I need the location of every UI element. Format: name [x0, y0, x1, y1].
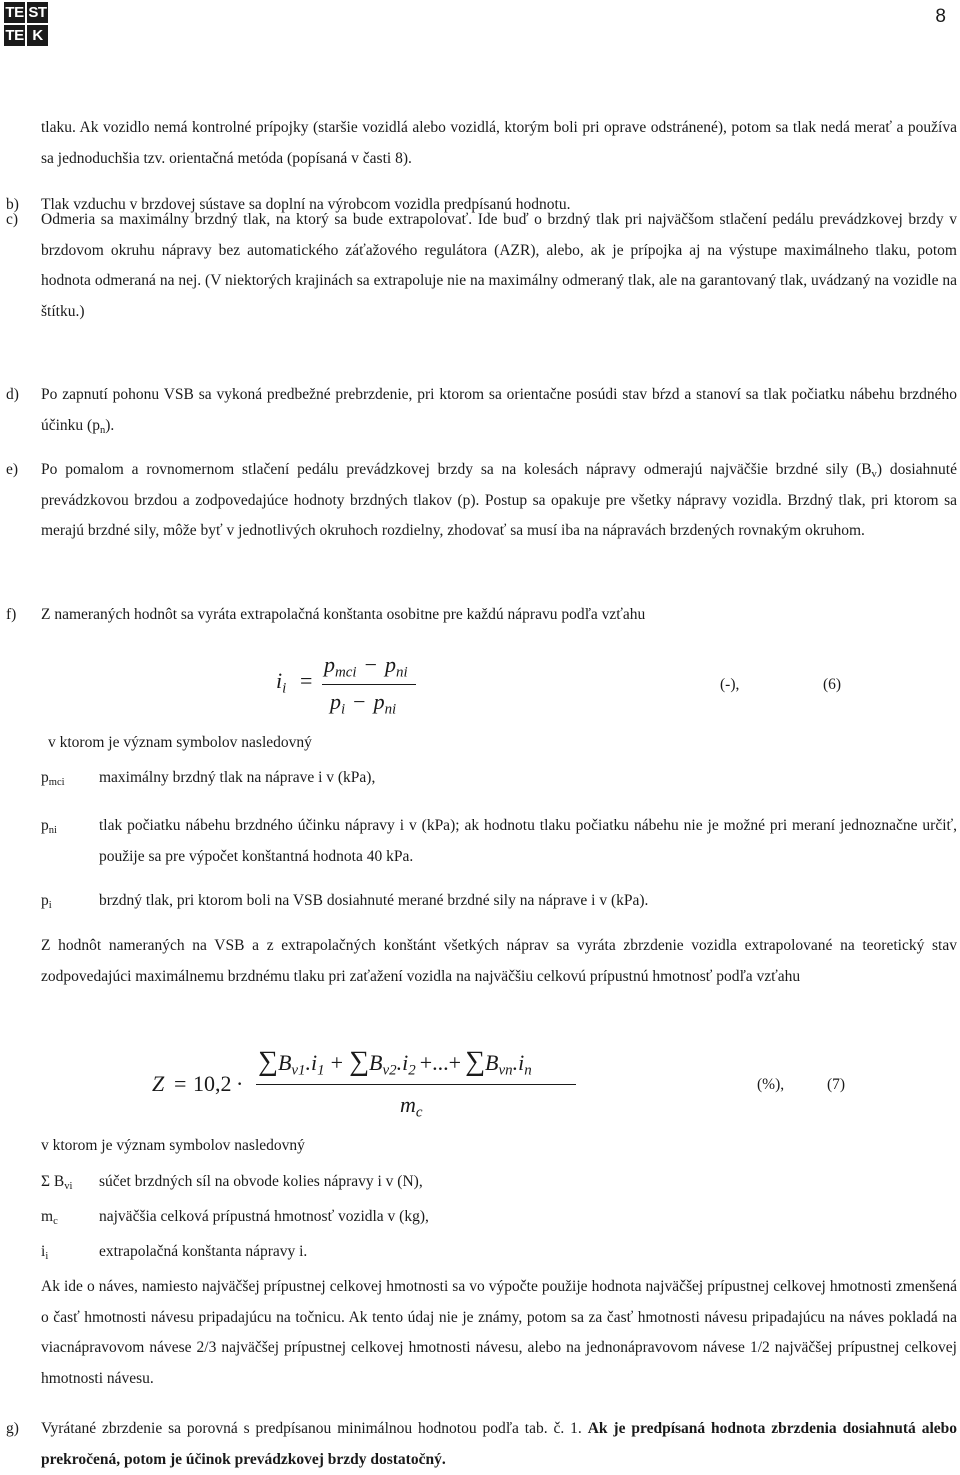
eq6-equals: =	[300, 668, 313, 693]
eq6-num-minus: −	[364, 652, 378, 677]
symbol-pni-sub: ni	[48, 825, 57, 837]
eq6-denominator	[330, 689, 397, 718]
eq7-unit: (%),	[757, 1076, 785, 1093]
definition-ii: extrapolačná konštanta nápravy i.	[99, 1243, 308, 1260]
eq7-i1-sub: 1	[317, 1062, 325, 1079]
item-d-label: d)	[6, 386, 19, 403]
eq6-den-b: p	[373, 689, 385, 714]
legend-intro-1: v ktorom je význam symbolov nasledovný	[48, 734, 312, 751]
page-number: 8	[935, 6, 946, 27]
symbol-pi-base: p	[41, 892, 49, 909]
eq7-b3: B	[485, 1050, 499, 1075]
definition-pni: tlak počiatku nábehu brzdného účinku nápravy i v (kPa); ak hodnotu tlaku počiatku nábehu nie je možné pri meraní jednoznačne určiť, použije sa pre výpočet konštantná hodnota 40 kPa.	[99, 817, 957, 865]
symbol-mc	[41, 1202, 58, 1233]
eq7-denominator	[400, 1092, 423, 1121]
item-g-label: g)	[6, 1420, 19, 1437]
logo-cell: K	[27, 25, 48, 46]
eq7-numerator	[258, 1046, 532, 1078]
eq6-lhs-sub: i	[282, 680, 287, 697]
eq6-num-a: p	[324, 652, 335, 677]
item-e-text-1: Po pomalom a rovnomernom stlačení pedálu prevádzkovej brzdy sa na kolesách nápravy odmerajú najväčšie brzdné sily (B	[41, 461, 872, 478]
symbol-pmci-base: p	[41, 769, 49, 786]
eq7-b3-sub: vn	[498, 1062, 513, 1079]
symbol-ii-base: i	[41, 1243, 46, 1260]
eq7-i3-sub: n	[524, 1062, 532, 1079]
item-b-text: Tlak vzduchu v brzdovej sústave sa doplní na výrobcom vozidla predpísanú hodnotu.	[41, 196, 571, 213]
item-c-text: Odmeria sa maximálny brzdný tlak, na ktorý sa bude extrapolovať. Ide buď o brzdný tlak pri najväčšom stlačení pedálu prevádzkovej brzdy v brzdovom okruhu nápravy bez automatického záťažového regulátora (AZR), alebo, ak je prípojka aj na výstupe maximálneho tlaku, potom hodnota odmeraná na nej. (V niektorých krajinách sa extrapoluje nie na maximálny odmeraný tlak, ale na garantovaný tlak, uvádzaný na vozidle na štítku.)	[41, 211, 957, 320]
trailer-paragraph: Ak ide o náves, namiesto najväčšej prípustnej celkovej hmotnosti sa vo výpočte použije hodnota najväčšej prípustnej celkovej hmotnosti zmenšená o časť hmotnosti návesu pripadajúcu na točnicu. Ak tento údaj nie je známy, potom sa za časť hmotnosti návesu pripadajúcu na náves pokladá na viacnápravovom návese 2/3 najväčšej prípustnej celkovej hmotnosti návesu, alebo na jednonápravovom návese 1/2 najväčšej prípustnej celkovej hmotnosti návesu.	[41, 1278, 957, 1387]
item-d-text-2: ).	[105, 416, 115, 434]
eq7-i2-sub: 2	[408, 1062, 416, 1079]
eq7-i1: .i	[305, 1050, 318, 1075]
eq7-fraction-line	[256, 1084, 576, 1085]
eq7-i2: .i	[396, 1050, 409, 1075]
eq6-num-b-sub: ni	[396, 664, 408, 681]
item-e-text	[41, 455, 957, 547]
logo-cell: ST	[28, 4, 47, 21]
eq6-den-a-sub: i	[341, 701, 346, 718]
eq7-lhs: Z	[152, 1071, 165, 1096]
eq7-b1-sub: v1	[291, 1062, 306, 1079]
z-intro-paragraph: Z hodnôt nameraných na VSB a z extrapolačných konštánt všetkých náprav sa vyráta zbrzdenie vozidla extrapolované na teoretický stav zodpovedajúci maximálnemu brzdnému tlaku pri zaťažení vozidla na najväčšiu celkovú prípustnú hmotnosť podľa vzťahu	[41, 937, 957, 985]
symbol-pi	[41, 886, 52, 917]
item-g-text	[41, 1414, 957, 1475]
eq7-plus-1: +	[330, 1050, 344, 1075]
definition-pmci: maximálny brzdný tlak na náprave i v (kPa),	[99, 769, 376, 786]
eq7-sum-3: ∑	[465, 1046, 486, 1077]
eq7-den-sub: c	[415, 1104, 423, 1121]
item-d-sub: n	[99, 424, 106, 436]
symbol-pni	[41, 811, 57, 842]
definition-pi: brzdný tlak, pri ktorom boli na VSB dosiahnuté merané brzdné sily na náprave i v (kPa).	[99, 892, 649, 909]
eq7-b1: B	[277, 1050, 292, 1075]
eq6-numerator	[324, 652, 408, 681]
eq6-lhs-symbol: i	[276, 668, 283, 693]
logo-cell: TE	[5, 4, 24, 21]
eq7-b2-sub: v2	[382, 1062, 397, 1079]
eq6-fraction-line	[322, 684, 416, 685]
eq7-number: (7)	[827, 1076, 846, 1093]
symbol-mc-sub: c	[53, 1216, 58, 1228]
symbol-ii-sub: i	[45, 1251, 49, 1263]
logo-cell: TE	[5, 27, 24, 44]
symbol-sum-bvi-sub: vi	[64, 1181, 73, 1193]
legend-intro-2: v ktorom je význam symbolov nasledovný	[41, 1137, 305, 1154]
eq6-num-b: p	[385, 652, 397, 677]
testek-logo	[4, 2, 48, 46]
symbol-ii	[41, 1237, 48, 1268]
eq7-dot: ·	[236, 1071, 244, 1096]
eq6-unit: (-),	[720, 676, 740, 693]
item-g-text-bold: Ak je predpísaná hodnota zbrzdenia dosiahnutá alebo prekročená, potom je účinok prevádzkovej brzdy dostatočný.	[41, 1420, 957, 1468]
symbol-pi-sub: i	[48, 900, 52, 912]
eq6-number: (6)	[823, 676, 842, 693]
item-c-label-text: c)	[6, 211, 19, 228]
item-e-text-2: ) dosiahnuté prevádzkovou brzdou a zodpovedajúce hodnoty brzdných tlakov (p). Postup sa opakuje pre všetky nápravy vozidla. Brzdný tlak, pri ktorom sa merajú brzdné sily, môže byť v jednotlivých okruhoch rozdielny, zhodovať sa musí iba na nápravách brzdených rovnakým okruhom.	[41, 461, 957, 539]
item-g-text-1: Vyrátané zbrzdenie sa porovná s predpísanou minimálnou hodnotou podľa tab. č. 1.	[41, 1420, 588, 1437]
eq7-plus-2: +...+	[419, 1050, 462, 1075]
item-b-label: b)	[6, 196, 19, 213]
eq6-den-b-sub: ni	[384, 701, 397, 718]
eq7-den-m: m	[400, 1092, 416, 1117]
eq7-b2: B	[369, 1050, 383, 1075]
item-f-label: f)	[6, 606, 17, 623]
eq7-sum-2: ∑	[349, 1046, 370, 1077]
definition-sum-bvi: súčet brzdných síl na obvode kolies nápravy i v (N),	[99, 1173, 423, 1190]
eq6-den-a: p	[330, 689, 341, 714]
eq7-sum-1: ∑	[258, 1046, 278, 1077]
symbol-sum-bvi-base: Σ B	[41, 1173, 65, 1190]
definition-mc: najväčšia celková prípustná hmotnosť vozidla v (kg),	[99, 1208, 429, 1225]
item-e-sub: v	[871, 469, 877, 481]
symbol-mc-base: m	[41, 1208, 54, 1225]
symbol-pmci-sub: mci	[48, 777, 65, 789]
item-d-text-1: Po zapnutí pohonu VSB sa vykoná predbežné prebrzdenie, pri ktorom sa orientačne posúdi stav bŕzd a stanoví sa tlak počiatku nábehu brzdného účinku (p	[41, 386, 957, 434]
item-e-label: e)	[6, 461, 19, 478]
item-f-text: Z nameraných hodnôt sa vyráta extrapolačná konštanta osobitne pre každú nápravu podľa vzťahu	[41, 606, 646, 623]
symbol-sum-bvi	[41, 1167, 72, 1198]
eq6-lhs	[276, 668, 287, 697]
intro-paragraph: tlaku. Ak vozidlo nemá kontrolné prípojky (staršie vozidlá alebo vozidlá, ktorým boli pri oprave odstránené), potom sa tlak nedá merať a používa sa jednoduchšia tzv. orientačná metóda (popísaná v časti 8).	[41, 119, 957, 167]
symbol-pni-base: p	[41, 817, 49, 834]
eq7-i3: .i	[512, 1050, 525, 1075]
eq7-equals: =	[174, 1071, 187, 1096]
eq6-num-a-sub: mci	[335, 664, 357, 681]
item-d-text	[41, 380, 957, 441]
symbol-pmci	[41, 763, 65, 794]
eq7-constant: 10,2	[193, 1071, 232, 1096]
eq6-den-minus: −	[353, 689, 366, 714]
